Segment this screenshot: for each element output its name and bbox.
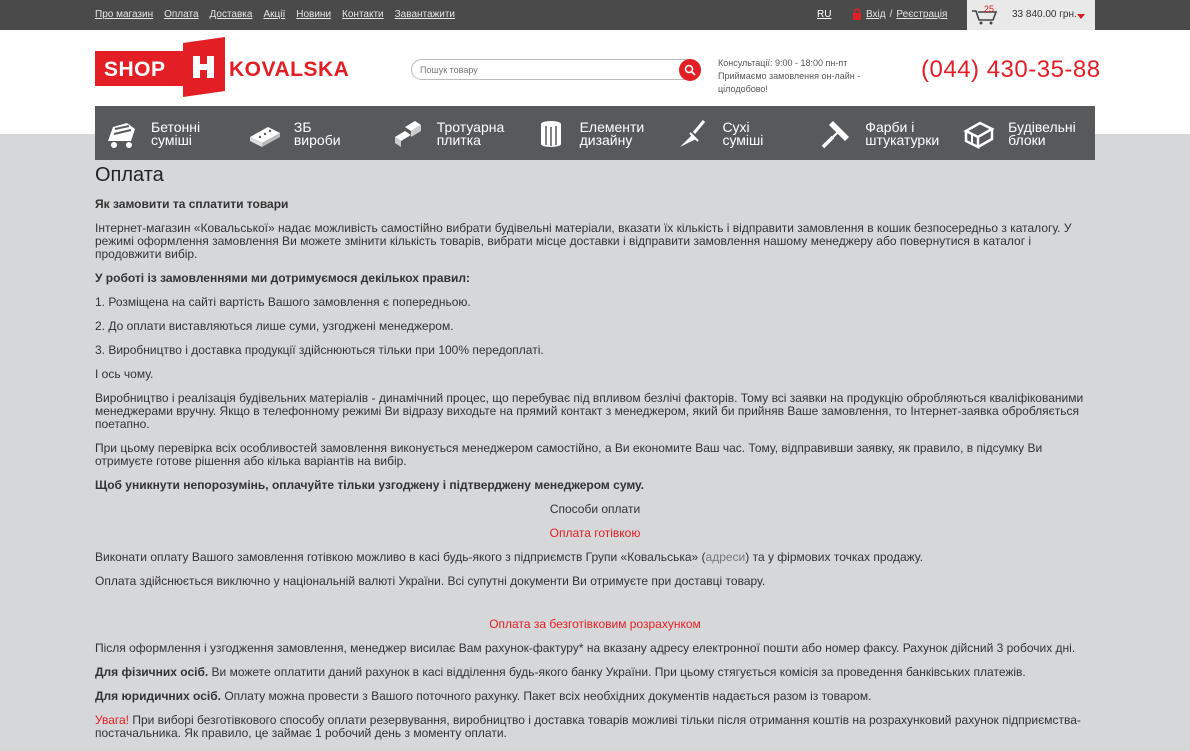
nav-link-delivery[interactable]: Доставка [209,9,253,20]
logo-text-shop: SHOP [104,58,166,81]
category-building-blocks[interactable] [952,106,1095,160]
paint-roller-icon [819,117,853,151]
cart-total[interactable]: 33 840.00 грн. [1012,9,1077,20]
noncash-paragraph: Після оформлення і узгодження замовлення, менеджер висилає Вам рахунок-фактуру* на вказану адресу електронної пошти або номер факсу. Рахунок дійсний 3 робочих дні. [95,641,1076,655]
phone-number[interactable]: (044) 430-35-88 [921,56,1101,83]
intro-paragraph: Інтернет-магазин «Ковальської» надає можливість самостійно вибрати будівельні матеріали, вказати їх кількість і відправити замовлення в кошик безпосередньо з каталогу. У режимі оформлення замовлення Ви можете змінити кількість товарів, вибрати місце доставки і відправити замовлення нашому менеджеру або повернутися в каталог і продовжити вибір. [95,221,1072,261]
search-button[interactable] [679,59,701,81]
cash-currency-paragraph: Оплата здійснюється виключно у національній валюті України. Всі супутні документи Ви отримуєте при доставці товару. [95,574,766,588]
trowel-icon [676,117,710,151]
individuals-paragraph: Для фізичних осіб. Ви можете оплатити даний рахунок в касі відділення будь-якого банку України. При цьому стягується комісія за проведення банківських платежів. [95,665,1026,679]
concrete-slab-icon [248,117,282,151]
rule-item: 2. До оплати виставляються лише суми, узгоджені менеджером. [95,319,454,333]
design-element-icon [534,117,568,151]
logo-k-icon [192,54,216,80]
category-label: Фарби і штукатурки [865,119,940,148]
main-content [95,164,1095,751]
category-label: Елементи дизайну [579,119,645,148]
category-label: Тротуарна плитка [436,119,505,148]
logo-text-kovalska: KOVALSKA [229,58,350,81]
register-link[interactable]: Реєстрація [896,8,948,20]
login-area [852,8,947,20]
concrete-mixer-icon [105,117,139,151]
consult-orders: Приймаємо замовлення он-лайн - цілодобово! [718,71,861,94]
category-label: Будівельні блоки [1008,119,1076,148]
paving-tile-icon [391,117,425,151]
search-input[interactable] [420,63,670,77]
addresses-link[interactable]: адреси [705,550,746,564]
nav-link-download[interactable]: Завантажити [394,9,455,20]
category-concrete-mixes[interactable] [95,106,238,160]
search-icon [684,64,696,76]
consult-hours: Консультації: 9:00 - 18:00 пн-пт [718,58,848,68]
nav-link-promotions[interactable]: Акції [263,9,286,20]
page-title: Оплата [95,164,164,186]
nav-link-about[interactable]: Про магазин [95,9,154,20]
noncash-payment-heading: Оплата за безготівковим розрахунком [489,617,701,631]
building-block-icon [962,117,996,151]
explanation-paragraph: При цьому перевірка всіх особливостей замовлення виконується менеджером самостійно, а Ви економите Ваш час. Тому, відправивши заявку, як правило, в підсумку Ви отримуєте готове рішення або кілька варіантів на вибір. [95,441,1043,468]
consultation-info [718,57,888,96]
language-switch[interactable]: RU [817,9,832,20]
category-dry-mixes[interactable] [666,106,809,160]
login-link[interactable]: Вхід [866,8,886,20]
lock-icon [852,8,862,20]
site-logo[interactable] [95,40,355,94]
payment-methods-heading: Способи оплати [549,502,641,516]
category-label: Сухі суміші [722,119,764,148]
search-box [411,59,701,80]
login-separator: / [889,8,893,20]
category-paving-tiles[interactable] [381,106,524,160]
rule-item: 1. Розміщена на сайті вартість Вашого замовлення є попередньою. [95,295,471,309]
cart-count-badge: 25 [984,4,995,14]
nav-link-contacts[interactable]: Контакти [342,9,384,20]
category-label: ЗБ вироби [293,119,341,148]
nav-link-payment[interactable]: Оплата [164,9,199,20]
top-nav [95,9,455,20]
category-paints-plasters[interactable] [809,106,952,160]
category-nav [95,106,1095,160]
chevron-down-icon[interactable] [1077,14,1085,19]
warning-text: Щоб уникнути непорозумінь, оплачуйте тільки узгоджену і підтверджену менеджером суму. [95,478,644,492]
rule-item: 3. Виробництво і доставка продукції здійснюються тільки при 100% передоплаті. [95,343,544,357]
category-rc-products[interactable] [238,106,381,160]
cart-widget[interactable] [967,0,1095,30]
page-subtitle: Як замовити та сплатити товари [95,197,289,211]
explanation-paragraph: Виробництво і реалізація будівельних матеріалів - динамічний процес, що перебуває під впливом безлічі факторів. Тому всі заявки на продукцію обробляються кваліфікованими менеджерами вручну. Якщо в телефонному режимі Ви відразу виходьте на прямий контакт з менеджером, який би прийняв Ваше замовлення, то Інтернет-заявка обробляється поетапно. [95,391,1084,431]
nav-link-news[interactable]: Новини [296,9,332,20]
category-label: Бетонні суміші [151,119,201,148]
cash-payment-heading: Оплата готівкою [549,526,641,540]
top-bar [0,0,1190,30]
attention-paragraph: Увага! При виборі безготівкового способу оплати резервування, виробництво і доставка товарів можливі тільки після отримання коштів на розрахунковий рахунок підприємства-постачальника. Як правило, це займає 1 робочий день з моменту оплати. [95,713,1081,740]
cash-paragraph: Виконати оплату Вашого замовлення готівкою можливо в касі будь-якого з підприємств Групи «Ковальська» (адреси) та у фірмових точках продажу. [95,550,923,564]
legal-entities-paragraph: Для юридичних осіб. Оплату можна провести з Вашого поточного рахунку. Пакет всіх необхідних документів надається разом із товаром. [95,689,872,703]
rules-heading: У роботі із замовленнями ми дотримуємося декількох правил: [95,271,470,285]
category-design-elements[interactable] [524,106,667,160]
why-text: І ось чому. [95,367,154,381]
